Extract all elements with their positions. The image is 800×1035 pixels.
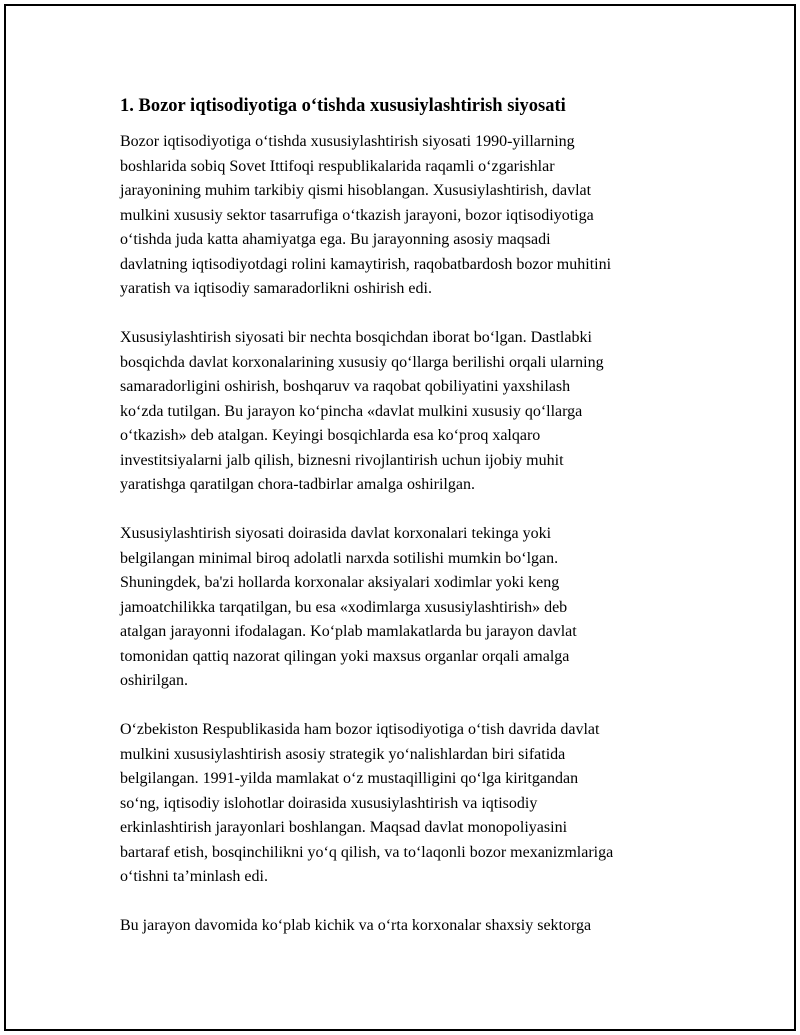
text-line: belgilangan minimal biroq adolatli narxda sotilishi mumkin bo‘lgan. <box>120 549 559 567</box>
paragraph <box>120 326 700 498</box>
text-line: Xususiylashtirish siyosati doirasida davlat korxonalari tekinga yoki <box>120 525 552 542</box>
text-line: o‘tkazish» deb atalgan. Keyingi bosqichlarda esa ko‘proq xalqaro <box>120 427 541 444</box>
text-line: so‘ng, iqtisodiy islohotlar doirasida xususiylashtirish va iqtisodiy <box>120 794 538 812</box>
text-line: o‘tishda juda katta ahamiyatga ega. Bu jarayonning asosiy maqsadi <box>120 231 551 248</box>
text-line: davlatning iqtisodiyotdagi rolini kamaytirish, raqobatbardosh bozor muhitini <box>120 255 612 273</box>
page-frame <box>4 4 796 1031</box>
text-line: oshirilgan. <box>120 672 188 689</box>
text-line: bartaraf etish, bosqinchilikni yo‘q qilish, va to‘laqonli bozor mexanizmlariga <box>120 843 614 861</box>
text-line: atalgan jarayonni ifodalagan. Ko‘plab mamlakatlarda bu jarayon davlat <box>120 623 577 640</box>
paragraph <box>120 522 700 694</box>
paragraph <box>120 914 700 939</box>
text-line: Xususiylashtirish siyosati bir nechta bosqichdan iborat bo‘lgan. Dastlabki <box>120 329 592 346</box>
section-heading: 1. Bozor iqtisodiyotiga o‘tishda xususiylashtirish siyosati <box>120 96 566 116</box>
text-line: mulkini xususiy sektor tasarrufiga o‘tkazish jarayoni, bozor iqtisodiyotiga <box>120 206 594 224</box>
text-line: samaradorligini oshirish, boshqaruv va raqobat qobiliyatini yaxshilash <box>120 378 571 395</box>
text-line: jamoatchilikka tarqatilgan, bu esa «xodimlarga xususiylashtirish» deb <box>120 598 568 616</box>
text-line: o‘tishni ta’minlash edi. <box>120 868 268 885</box>
text-line: yaratish va iqtisodiy samaradorlikni oshirish edi. <box>120 280 432 297</box>
text-line: yaratishga qaratilgan chora-tadbirlar amalga oshirilgan. <box>120 476 475 493</box>
text-line: Bu jarayon davomida ko‘plab kichik va o‘rta korxonalar shaxsiy sektorga <box>120 917 592 934</box>
text-line: investitsiyalarni jalb qilish, biznesni rivojlantirish uchun ijobiy muhit <box>120 451 564 469</box>
text-line: mulkini xususiylashtirish asosiy strategik yo‘nalishlardan biri sifatida <box>120 745 566 763</box>
text-line: bosqichda davlat korxonalarining xususiy qo‘llarga berilishi orqali ularning <box>120 353 604 371</box>
text-line: erkinlashtirish jarayonlari boshlangan. Maqsad davlat monopoliyasini <box>120 819 568 836</box>
text-line: O‘zbekiston Respublikasida ham bozor iqtisodiyotiga o‘tish davrida davlat <box>120 721 600 738</box>
document-body <box>120 94 700 963</box>
text-line: ko‘zda tutilgan. Bu jarayon ko‘pincha «davlat mulkini xususiy qo‘llarga <box>120 402 583 420</box>
text-line: belgilangan. 1991-yilda mamlakat o‘z mustaqilligini qo‘lga kiritgandan <box>120 770 579 787</box>
text-line: tomonidan qattiq nazorat qilingan yoki maxsus organlar orqali amalga <box>120 647 570 665</box>
paragraph-container <box>120 130 700 939</box>
paragraph <box>120 130 700 302</box>
text-line: boshlarida sobiq Sovet Ittifoqi respublikalarida raqamli o‘zgarishlar <box>120 157 555 175</box>
paragraph <box>120 718 700 890</box>
text-line: jarayonining muhim tarkibiy qismi hisoblangan. Xususiylashtirish, davlat <box>120 182 592 199</box>
text-line: Bozor iqtisodiyotiga o‘tishda xususiylashtirish siyosati 1990-yillarning <box>120 133 575 150</box>
text-line: Shuningdek, ba'zi hollarda korxonalar aksiyalari xodimlar yoki keng <box>120 574 560 591</box>
